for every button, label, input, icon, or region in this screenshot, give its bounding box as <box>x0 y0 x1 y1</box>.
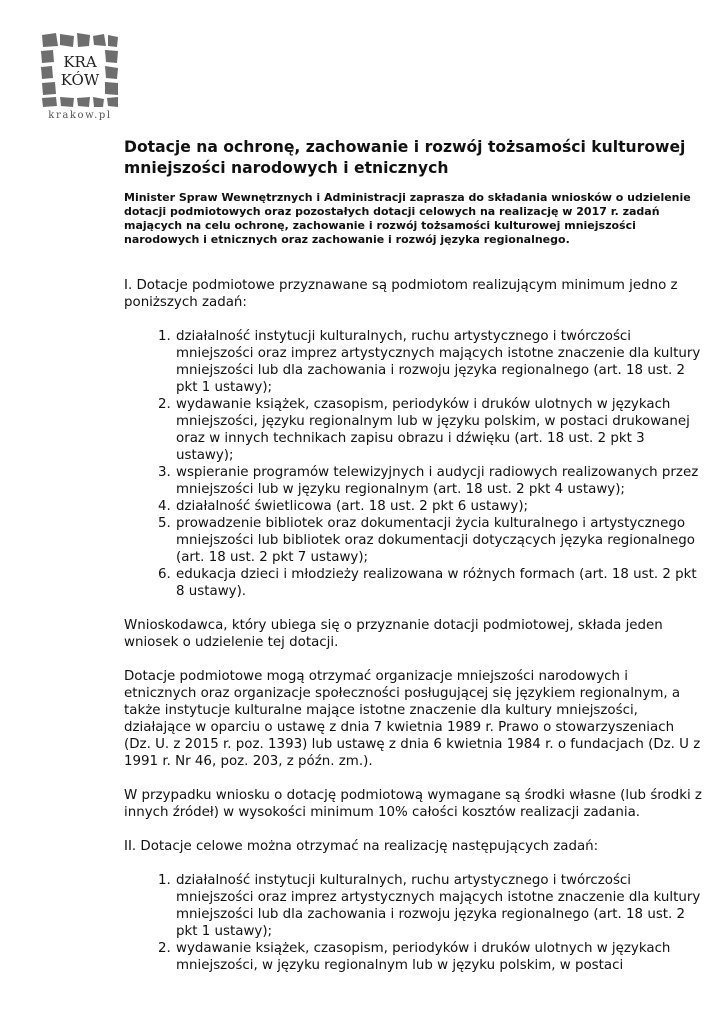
document-title: Dotacje na ochronę, zachowanie i rozwój tożsamości kulturowej mniejszości narodowych i etnicznych <box>124 138 686 177</box>
document-body <box>124 137 704 973</box>
list-item: 1. działalność instytucji kulturalnych, ruchu artystycznego i twórczości mniejszości oraz imprez artystycznych mających istotne znaczenie dla kultury mniejszości lub dla zachowania i rozwoju języka regionalnego (art. 18 ust. 2 pkt 1 ustawy); <box>175 328 704 396</box>
list-item: 2. wydawanie książek, czasopism, periodyków i druków ulotnych w językach mniejszości, języku regionalnym lub w języku polskim, w postaci drukowanej oraz w innych technikach zapisu obrazu i dźwięku (art. 18 ust. 2 pkt 3 ustawy); <box>175 396 704 464</box>
logo-text-line2: KÓW <box>60 71 100 89</box>
paragraph-eligibility: Dotacje podmiotowe mogą otrzymać organizacje mniejszości narodowych i etnicznych oraz organizacje społeczności posługującej się językiem regionalnym, a także instytucje kulturalne mające istotne znaczenie dla kultury mniejszości, działające w oparciu o ustawę z dnia 7 kwietnia 1989 r. Prawo o stowarzyszeniach (Dz. U. z 2015 r. poz. 1393) lub ustawę z dnia 6 kwietnia 1984 r. o fundacjach (Dz. U z 1991 r. Nr 46, poz. 203, z późn. zm.). <box>124 669 701 769</box>
krakow-logo <box>38 30 122 126</box>
intro-paragraph: Minister Spraw Wewnętrznych i Administracji zaprasza do składania wniosków o udzielenie dotacji podmiotowych oraz pozostałych dotacji celowych na realizację w 2017 r. zadań mających na celu ochronę, zachowanie i rozwój tożsamości kulturowej mniejszości narodowych i etnicznych oraz zachowanie i rozwój języka regionalnego. <box>124 191 691 246</box>
list-item: 4. działalność świetlicowa (art. 18 ust. 2 pkt 6 ustawy); <box>175 498 704 515</box>
list-item: 3. wspieranie programów telewizyjnych i audycji radiowych realizowanych przez mniejszości lub w języku regionalnym (art. 18 ust. 2 pkt 4 ustawy); <box>175 464 704 498</box>
list-item: 6. edukacja dzieci i młodzieży realizowana w różnych formach (art. 18 ust. 2 pkt 8 ustawy). <box>175 566 704 600</box>
section1-heading: I. Dotacje podmiotowe przyznawane są podmiotom realizującym minimum jedno z poniższych zadań: <box>124 278 678 310</box>
logo-caption: krakow.pl <box>48 110 112 121</box>
list-item: 1. działalność instytucji kulturalnych, ruchu artystycznego i twórczości mniejszości oraz imprez artystycznych mających istotne znaczenie dla kultury mniejszości lub dla zachowania i rozwoju języka regionalnego (art. 18 ust. 2 pkt 1 ustawy); <box>175 872 704 940</box>
list-item: 5. prowadzenie bibliotek oraz dokumentacji życia kulturalnego i artystycznego mniejszości lub bibliotek oraz dokumentacji dotyczących języka regionalnego (art. 18 ust. 2 pkt 7 ustawy); <box>175 515 704 566</box>
section1-task-list <box>124 328 704 600</box>
logo-text-line1: KRA <box>63 53 97 71</box>
list-item: 2. wydawanie książek, czasopism, periodyków i druków ulotnych w językach mniejszości, w języku regionalnym lub w języku polskim, w postaci <box>175 940 704 974</box>
section2-task-list <box>124 872 704 974</box>
main-text <box>124 277 704 974</box>
paragraph-applicant: Wnioskodawca, który ubiega się o przyznanie dotacji podmiotowej, składa jeden wniosek o udzielenie tej dotacji. <box>124 618 663 650</box>
section2-heading: II. Dotacje celowe można otrzymać na realizację następujących zadań: <box>124 839 599 854</box>
krakow-logo-mosaic <box>38 30 122 110</box>
paragraph-own-funds: W przypadku wniosku o dotację podmiotową wymagane są środki własne (lub środki z innych źródeł) w wysokości minimum 10% całości kosztów realizacji zadania. <box>124 788 702 820</box>
